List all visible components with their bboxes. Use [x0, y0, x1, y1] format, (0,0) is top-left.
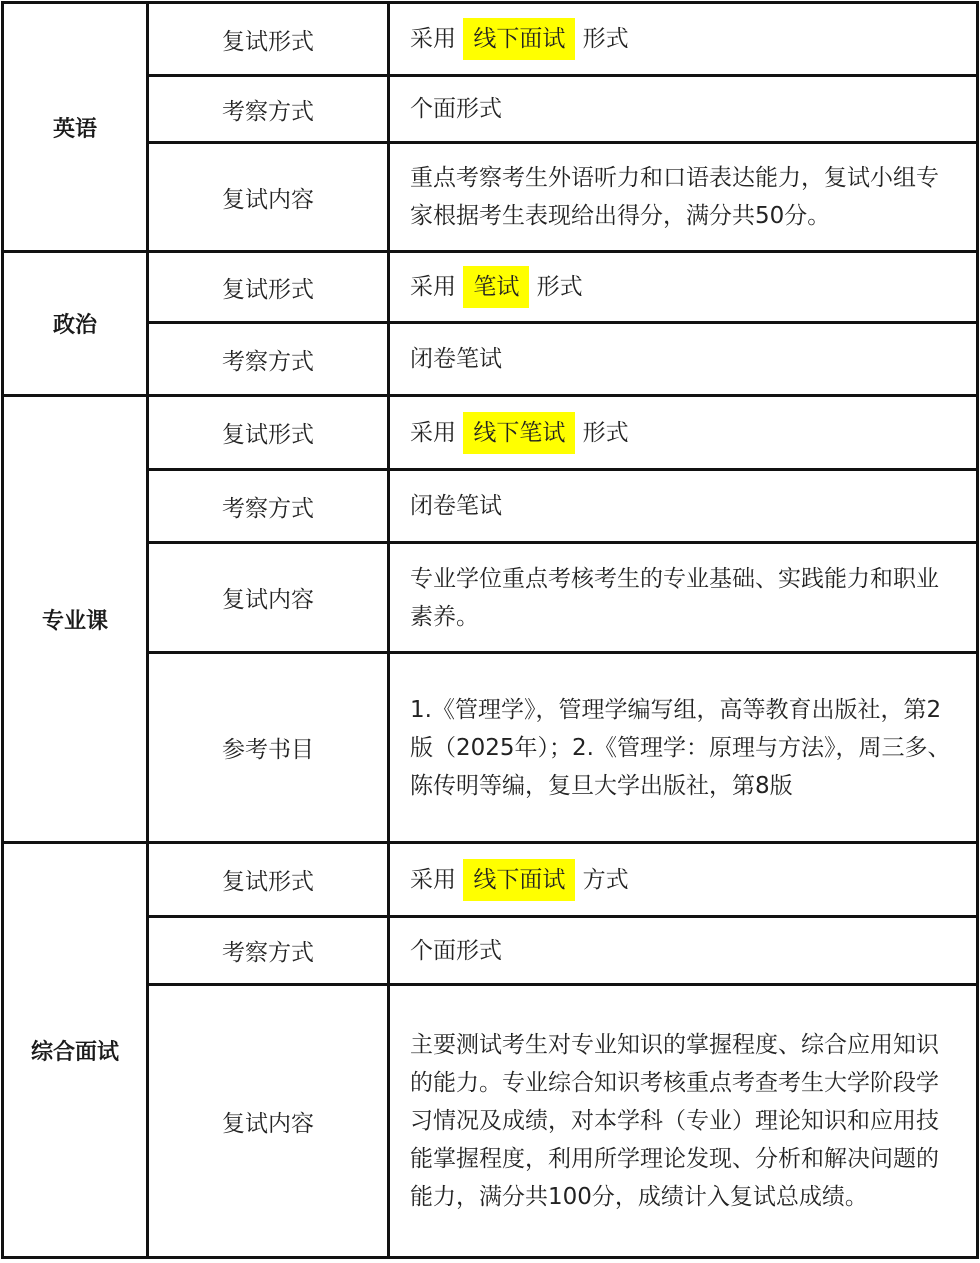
table-row — [3, 143, 978, 252]
row-content: 主要测试考生对专业知识的掌握程度、综合应用知识的能力。专业综合知识考核重点考查考生大学阶段学习情况及成绩，对本学科（专业）理论知识和应用技能掌握程度，利用所学理论发现、分析和解决问题的能力，满分共100分，成绩计入复试总成绩。 — [389, 985, 978, 1258]
row-content: 专业学位重点考核考生的专业基础、实践能力和职业素养。 — [389, 543, 978, 653]
table-row — [3, 543, 978, 653]
exam-requirements-table — [1, 1, 979, 1259]
row-content: 闭卷笔试 — [389, 470, 978, 543]
highlighted-text: 线下笔试 — [463, 412, 575, 454]
subject-cell: 综合面试 — [3, 843, 148, 1258]
subject-cell: 英语 — [3, 3, 148, 252]
row-content: 重点考察考生外语听力和口语表达能力，复试小组专家根据考生表现给出得分，满分共50分。 — [389, 143, 978, 252]
row-content — [389, 396, 978, 470]
table-body — [3, 3, 978, 1258]
content-prefix: 采用 — [410, 419, 456, 446]
row-label: 复试形式 — [148, 843, 389, 917]
row-label: 参考书目 — [148, 653, 389, 843]
row-label: 复试形式 — [148, 252, 389, 323]
highlighted-text: 笔试 — [463, 266, 529, 308]
row-label: 复试内容 — [148, 985, 389, 1258]
row-content: 个面形式 — [389, 917, 978, 985]
row-content — [389, 843, 978, 917]
table-row — [3, 843, 978, 917]
table-row — [3, 470, 978, 543]
row-content: 个面形式 — [389, 76, 978, 143]
table-row — [3, 76, 978, 143]
content-suffix: 方式 — [582, 866, 629, 893]
row-label: 考察方式 — [148, 470, 389, 543]
table-row — [3, 917, 978, 985]
content-suffix: 形式 — [536, 274, 583, 300]
highlighted-text: 线下面试 — [463, 18, 575, 60]
table-row — [3, 653, 978, 843]
table-row — [3, 396, 978, 470]
row-label: 复试形式 — [148, 3, 389, 76]
row-content — [389, 3, 978, 76]
row-content — [389, 252, 978, 323]
content-suffix: 形式 — [582, 419, 629, 446]
row-label: 复试内容 — [148, 543, 389, 653]
content-prefix: 采用 — [410, 26, 456, 52]
row-label: 复试内容 — [148, 143, 389, 252]
table-row — [3, 323, 978, 396]
row-label: 考察方式 — [148, 76, 389, 143]
row-label: 考察方式 — [148, 323, 389, 396]
row-content: 闭卷笔试 — [389, 323, 978, 396]
content-prefix: 采用 — [410, 274, 456, 300]
highlighted-text: 线下面试 — [463, 859, 575, 901]
content-prefix: 采用 — [410, 866, 456, 893]
subject-cell: 政治 — [3, 252, 148, 396]
table-row — [3, 985, 978, 1258]
subject-cell: 专业课 — [3, 396, 148, 843]
row-content: 1.《管理学》，管理学编写组，高等教育出版社，第2版（2025年）；2.《管理学：原理与方法》，周三多、陈传明等编，复旦大学出版社，第8版 — [389, 653, 978, 843]
table-row — [3, 3, 978, 76]
content-suffix: 形式 — [582, 26, 629, 52]
row-label: 复试形式 — [148, 396, 389, 470]
row-label: 考察方式 — [148, 917, 389, 985]
table-row — [3, 252, 978, 323]
